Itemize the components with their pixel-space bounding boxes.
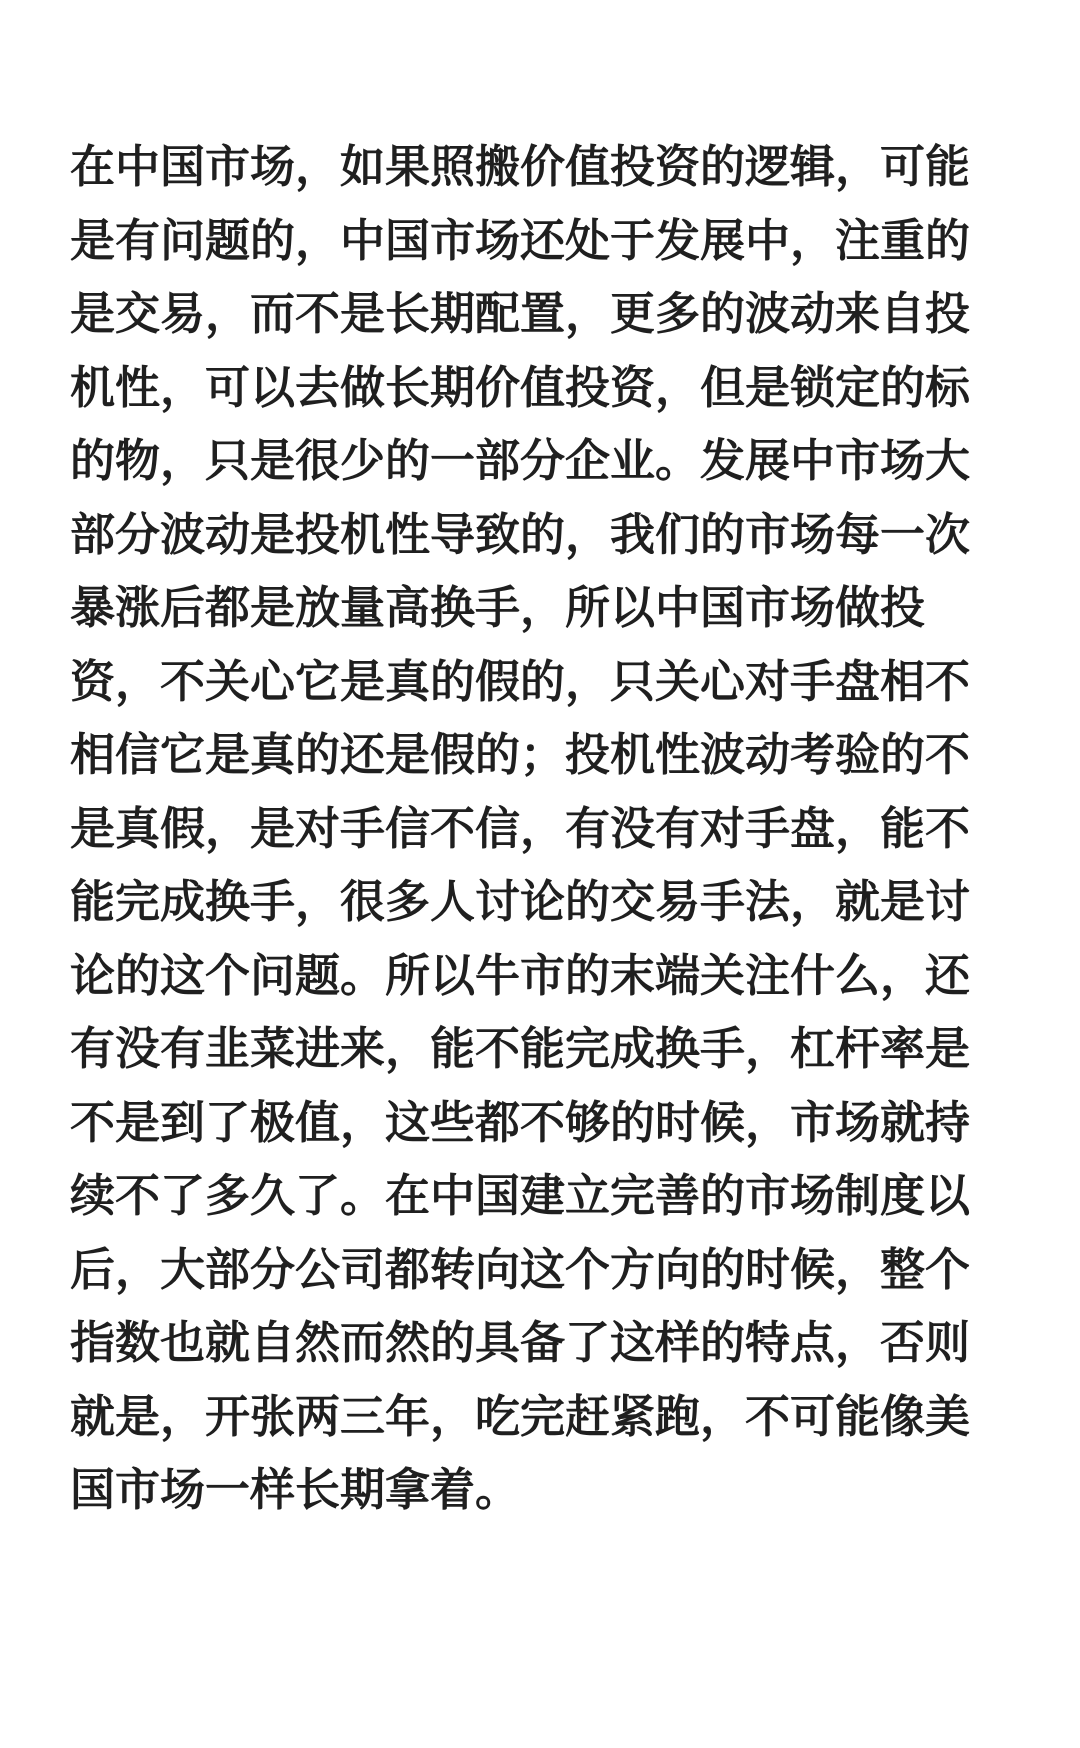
text-line: 是有问题的，中国市场还处于发展中，注重的 [70,213,971,267]
text-line: 不是到了极值，这些都不够的时候，市场就持 [70,1095,971,1149]
text-line: 资，不关心它是真的假的，只关心对手盘相不 [70,654,971,708]
text-line: 暴涨后都是放量高换手，所以中国市场做投 [70,581,926,634]
text-line: 续不了多久了。在中国建立完善的市场制度以 [70,1169,971,1222]
text-line: 指数也就自然而然的具备了这样的特点，否则 [70,1316,971,1369]
text-line: 国市场一样长期拿着。 [70,1463,521,1516]
text-line: 后，大部分公司都转向这个方向的时候，整个 [70,1242,971,1296]
text-line: 相信它是真的还是假的；投机性波动考验的不 [70,728,971,781]
text-line: 机性，可以去做长期价值投资，但是锁定的标 [70,360,971,414]
text-line: 部分波动是投机性导致的，我们的市场每一次 [70,507,971,561]
article-text [70,130,1010,1527]
text-line: 是真假，是对手信不信，有没有对手盘，能不 [70,801,971,855]
text-line: 就是，开张两三年，吃完赶紧跑，不可能像美 [70,1389,971,1443]
text-line: 能完成换手，很多人讨论的交易手法，就是讨 [70,875,971,928]
text-line: 论的这个问题。所以牛市的末端关注什么，还 [70,948,971,1002]
text-line: 有没有韭菜进来，能不能完成换手，杠杆率是 [70,1022,971,1075]
text-line: 是交易，而不是长期配置，更多的波动来自投 [70,287,971,340]
text-line: 在中国市场，如果照搬价值投资的逻辑，可能 [70,140,971,193]
text-line: 的物，只是很少的一部分企业。发展中市场大 [70,434,971,487]
